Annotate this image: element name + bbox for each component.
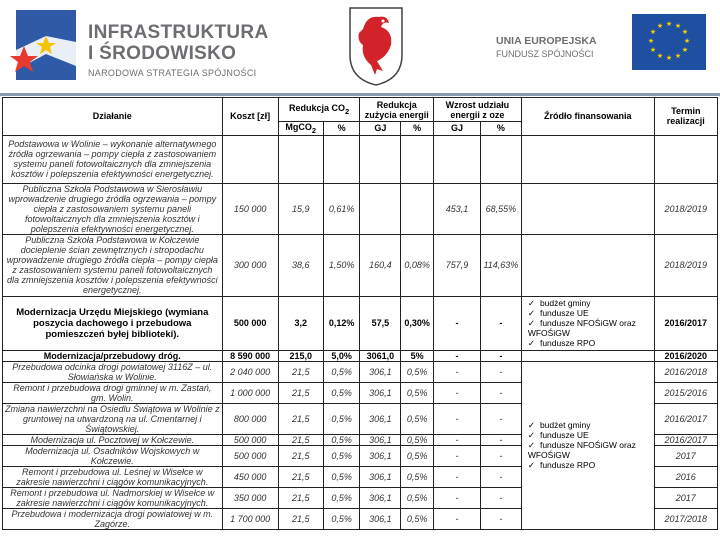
- row-koszt: 500 000: [222, 434, 278, 445]
- svg-text:★: ★: [649, 28, 657, 36]
- row-co2: 21,5: [278, 445, 323, 466]
- row-co2-pct: 0,5%: [323, 434, 360, 445]
- row-oze: -: [434, 350, 481, 361]
- row-oze: -: [434, 434, 481, 445]
- row-oze: [434, 135, 481, 183]
- source-label: fundusze NFOŚiGW oraz WFOŚiGW: [527, 318, 636, 339]
- row-koszt: 2 040 000: [222, 361, 278, 382]
- check-icon: ✓: [527, 420, 535, 431]
- row-gj: 306,1: [360, 445, 401, 466]
- row-gj-pct: 0,5%: [401, 382, 434, 403]
- row-koszt: 300 000: [222, 234, 278, 296]
- row-gj: 3061,0: [360, 350, 401, 361]
- row-oze: 453,1: [434, 183, 481, 234]
- row-co2-pct: 0,12%: [323, 296, 360, 350]
- source-label: fundusze UE: [539, 430, 589, 441]
- row-co2-pct: 0,5%: [323, 403, 360, 434]
- row-name: Publiczna Szkoła Podstawowa w Sierosławiu wprowadzenie drugiego źródła ogrzewania – pompy ciepła z zastosowaniem systemu paneli fotowoltaicznych dla zmniejszenia kosztów i polepszenia efektywności energetycznej.: [3, 183, 223, 234]
- row-oze: -: [434, 445, 481, 466]
- row-koszt: [222, 135, 278, 183]
- row-gj: 306,1: [360, 508, 401, 529]
- row-oze-pct: [480, 135, 521, 183]
- row-oze: -: [434, 487, 481, 508]
- row-koszt: 1 000 000: [222, 382, 278, 403]
- row-gj-pct: 0,5%: [401, 466, 434, 487]
- svg-text:★: ★: [656, 22, 664, 30]
- row-koszt: 800 000: [222, 403, 278, 434]
- row-termin: 2015/2016: [654, 382, 717, 403]
- row-termin: 2017: [654, 487, 717, 508]
- check-icon: ✓: [527, 338, 535, 349]
- row-gj-pct: 0,5%: [401, 445, 434, 466]
- row-koszt: 1 700 000: [222, 508, 278, 529]
- row-oze-pct: -: [480, 361, 521, 382]
- row-oze-pct: -: [480, 487, 521, 508]
- infrastruktura-logo-icon: [10, 6, 82, 84]
- row-co2: 21,5: [278, 508, 323, 529]
- header-termin: Termin realizacji: [654, 98, 717, 136]
- eu-line-1: UNIA EUROPEJSKA: [496, 35, 597, 47]
- row-co2-pct: 0,5%: [323, 487, 360, 508]
- coat-of-arms-icon: [347, 5, 405, 87]
- row-termin: 2016/2018: [654, 361, 717, 382]
- row-co2-pct: 0,5%: [323, 445, 360, 466]
- row-termin: 2016: [654, 466, 717, 487]
- row-termin: 2017: [654, 445, 717, 466]
- row-gj: 306,1: [360, 466, 401, 487]
- header-redukcja-co2: [278, 98, 360, 122]
- unit-mg: Mg: [285, 122, 299, 132]
- row-co2: 15,9: [278, 183, 323, 234]
- svg-text:★: ★: [647, 37, 655, 45]
- row-oze: -: [434, 382, 481, 403]
- row-name: Remont i przebudowa drogi gminnej w m. Zastań, gm. Wolin.: [3, 382, 223, 403]
- row-name: Modernizacja Urzędu Miejskiego (wymiana poszycia dachowego i przebudowa pomieszczeń byłej biblioteki).: [3, 296, 223, 350]
- unit-gj-1: GJ: [360, 122, 401, 136]
- row-termin: 2016/2020: [654, 350, 717, 361]
- svg-text:★: ★: [665, 20, 673, 28]
- source-item: [528, 430, 652, 440]
- unit-gj-2: GJ: [434, 122, 481, 136]
- source-item: [528, 420, 652, 430]
- row-co2: 21,5: [278, 403, 323, 434]
- row-name: Publiczna Szkoła Podstawowa w Kołczewie docieplenie ścian zewnętrznych i stropodachu wprowadzenie drugiego źródła ciepła – pompy ciepła z zastosowaniem systemu paneli fotowoltaicznych dla zmniejszenia kosztów i polepszenia efektywności energetycznej.: [3, 234, 223, 296]
- row-koszt: 8 590 000: [222, 350, 278, 361]
- row-oze: 757,9: [434, 234, 481, 296]
- row-co2: 215,0: [278, 350, 323, 361]
- row-koszt: 150 000: [222, 183, 278, 234]
- unit-pct-2: %: [401, 122, 434, 136]
- brand-line-2: I ŚRODOWISKO: [88, 43, 237, 64]
- row-co2: 21,5: [278, 466, 323, 487]
- check-icon: ✓: [527, 318, 535, 329]
- svg-text:★: ★: [681, 46, 689, 54]
- row-co2: 21,5: [278, 487, 323, 508]
- row-co2-pct: 0,61%: [323, 183, 360, 234]
- row-name: Remont i przebudowa ul. Leśnej w Wisełce w zakresie nawierzchni i ciągów komunikacyjnych.: [3, 466, 223, 487]
- row-name: Podstawowa w Wolinie – wykonanie alternatywnego źródła ogrzewania – pompy ciepła z zastosowaniem systemu paneli fotowoltaicznych dla zmniejszenia kosztów i polepszenia efektywności energetycznej.: [3, 135, 223, 183]
- brand-line-3: NARODOWA STRATEGIA SPÓJNOŚCI: [88, 68, 257, 78]
- source-item: [528, 308, 652, 318]
- svg-text:★: ★: [681, 28, 689, 36]
- brand-text: [88, 22, 268, 78]
- row-oze-pct: -: [480, 434, 521, 445]
- row-gj-pct: 0,5%: [401, 508, 434, 529]
- row-gj: [360, 135, 401, 183]
- source-label: fundusze NFOŚiGW oraz WFOŚiGW: [527, 440, 636, 461]
- row-gj: 306,1: [360, 434, 401, 445]
- row-oze-pct: -: [480, 508, 521, 529]
- row-gj-pct: 0,08%: [401, 234, 434, 296]
- row-name: Remont i przebudowa ul. Nadmorskiej w Wisełce w zakresie nawierzchni i ciągów komunikacyjnych.: [3, 487, 223, 508]
- row-gj: 57,5: [360, 296, 401, 350]
- row-gj: 306,1: [360, 361, 401, 382]
- funding-sources-a: [521, 296, 654, 350]
- source-item: [528, 338, 652, 348]
- row-gj: 306,1: [360, 382, 401, 403]
- check-icon: ✓: [527, 298, 535, 309]
- svg-text:★: ★: [674, 22, 682, 30]
- table-row: [3, 350, 718, 361]
- header-redukcja-energii: Redukcja zużycia energii: [360, 98, 434, 122]
- row-oze: -: [434, 296, 481, 350]
- row-gj-pct: 0,5%: [401, 403, 434, 434]
- row-oze-pct: 114,63%: [480, 234, 521, 296]
- source-item: [528, 318, 652, 338]
- row-oze: -: [434, 361, 481, 382]
- row-koszt: 350 000: [222, 487, 278, 508]
- table-row: [3, 135, 718, 183]
- table-row: [3, 234, 718, 296]
- row-gj-pct: 5%: [401, 350, 434, 361]
- source-item: [528, 460, 652, 470]
- row-co2-pct: 0,5%: [323, 508, 360, 529]
- actions-table: [2, 97, 718, 530]
- unit-co2-sub: 2: [311, 125, 317, 135]
- row-termin: 2016/2017: [654, 434, 717, 445]
- row-termin: 2016/2017: [654, 296, 717, 350]
- row-co2: 38,6: [278, 234, 323, 296]
- row-co2: 21,5: [278, 382, 323, 403]
- unit-pct-3: %: [480, 122, 521, 136]
- row-co2-pct: 5,0%: [323, 350, 360, 361]
- unit-co2: CO: [298, 122, 312, 132]
- check-icon: ✓: [527, 308, 535, 319]
- row-oze-pct: 68,55%: [480, 183, 521, 234]
- row-oze: -: [434, 403, 481, 434]
- source-item: [528, 298, 652, 308]
- row-gj: 306,1: [360, 487, 401, 508]
- row-termin: 2017/2018: [654, 508, 717, 529]
- row-co2-pct: 0,5%: [323, 466, 360, 487]
- row-gj-pct: 0,5%: [401, 361, 434, 382]
- svg-text:★: ★: [649, 46, 657, 54]
- table-row: [3, 183, 718, 234]
- eu-line-2: FUNDUSZ SPÓJNOŚCI: [496, 49, 594, 59]
- row-oze-pct: -: [480, 296, 521, 350]
- row-koszt: 500 000: [222, 296, 278, 350]
- row-oze-pct: -: [480, 466, 521, 487]
- row-gj-pct: 0,5%: [401, 434, 434, 445]
- funding-sources-b: [521, 361, 654, 529]
- row-co2-pct: 0,5%: [323, 382, 360, 403]
- row-oze: -: [434, 466, 481, 487]
- row-termin: 2018/2019: [654, 234, 717, 296]
- row-termin: [654, 135, 717, 183]
- row-oze-pct: -: [480, 382, 521, 403]
- row-gj-pct: [401, 135, 434, 183]
- table-row: [3, 296, 718, 350]
- brand-line-1: INFRASTRUKTURA: [88, 22, 269, 43]
- row-co2-pct: [323, 135, 360, 183]
- divider-line: [0, 93, 720, 96]
- svg-text:★: ★: [656, 52, 664, 60]
- row-gj-pct: 0,5%: [401, 487, 434, 508]
- row-name: Modernizacja ul. Pocztowej w Kołczewie.: [3, 434, 223, 445]
- row-gj-pct: 0,30%: [401, 296, 434, 350]
- header-wzrost-oze: Wzrost udziału energii z oze: [434, 98, 522, 122]
- check-icon: ✓: [527, 430, 535, 441]
- source-label: fundusze UE: [539, 308, 589, 319]
- row-co2-pct: 1,50%: [323, 234, 360, 296]
- row-name: Modernizacja ul. Osadników Wojskowych w Kołczewie.: [3, 445, 223, 466]
- row-co2: 21,5: [278, 361, 323, 382]
- eu-text: [496, 35, 597, 59]
- check-icon: ✓: [527, 440, 535, 451]
- row-koszt: 450 000: [222, 466, 278, 487]
- row-co2: 3,2: [278, 296, 323, 350]
- row-termin: 2018/2019: [654, 183, 717, 234]
- eu-flag-icon: [632, 14, 706, 70]
- unit-pct-1: %: [323, 122, 360, 136]
- row-koszt: 500 000: [222, 445, 278, 466]
- svg-text:★: ★: [674, 52, 682, 60]
- unit-mgco2: [278, 122, 323, 136]
- header-zrodlo: Źródło finansowania: [521, 98, 654, 136]
- row-gj: 306,1: [360, 403, 401, 434]
- row-oze: -: [434, 508, 481, 529]
- row-name: Przebudowa i modernizacja drogi powiatowej w m. Zagórze.: [3, 508, 223, 529]
- row-co2: 21,5: [278, 434, 323, 445]
- header-redukcja-co2-text: Redukcja CO: [289, 103, 346, 114]
- row-name: Zmiana nawierzchni na Osiedlu Świątowa w Wolinie z gruntowej na utwardzoną na ul. Cmentarnej i Świątowskiej.: [3, 403, 223, 434]
- check-icon: ✓: [527, 460, 535, 471]
- svg-text:★: ★: [665, 54, 673, 62]
- row-gj-pct: [401, 183, 434, 234]
- row-oze-pct: -: [480, 445, 521, 466]
- row-zrodlo: [521, 183, 654, 234]
- header-dzialanie: Działanie: [3, 98, 223, 136]
- row-name: Modernizacja/przebudowy dróg.: [3, 350, 223, 361]
- row-zrodlo: [521, 135, 654, 183]
- row-name: Przebudowa odcinka drogi powiatowej 3116Z – ul. Słowiańska w Wolinie.: [3, 361, 223, 382]
- slide-header: [0, 0, 720, 93]
- row-termin: 2016/2017: [654, 403, 717, 434]
- row-co2-pct: 0,5%: [323, 361, 360, 382]
- source-label: budżet gminy: [539, 420, 591, 431]
- row-zrodlo: [521, 350, 654, 361]
- header-redukcja-co2-sub: 2: [345, 106, 350, 116]
- source-label: fundusze RPO: [539, 338, 596, 349]
- source-label: budżet gminy: [539, 298, 591, 309]
- row-oze-pct: -: [480, 350, 521, 361]
- row-zrodlo: [521, 234, 654, 296]
- header-koszt: Koszt [zł]: [222, 98, 278, 136]
- row-gj: [360, 183, 401, 234]
- row-gj: 160,4: [360, 234, 401, 296]
- svg-text:★: ★: [683, 37, 691, 45]
- source-label: fundusze RPO: [539, 460, 596, 471]
- row-co2: [278, 135, 323, 183]
- source-item: [528, 440, 652, 460]
- slide-content: [0, 93, 720, 540]
- row-oze-pct: -: [480, 403, 521, 434]
- table-row: [3, 361, 718, 382]
